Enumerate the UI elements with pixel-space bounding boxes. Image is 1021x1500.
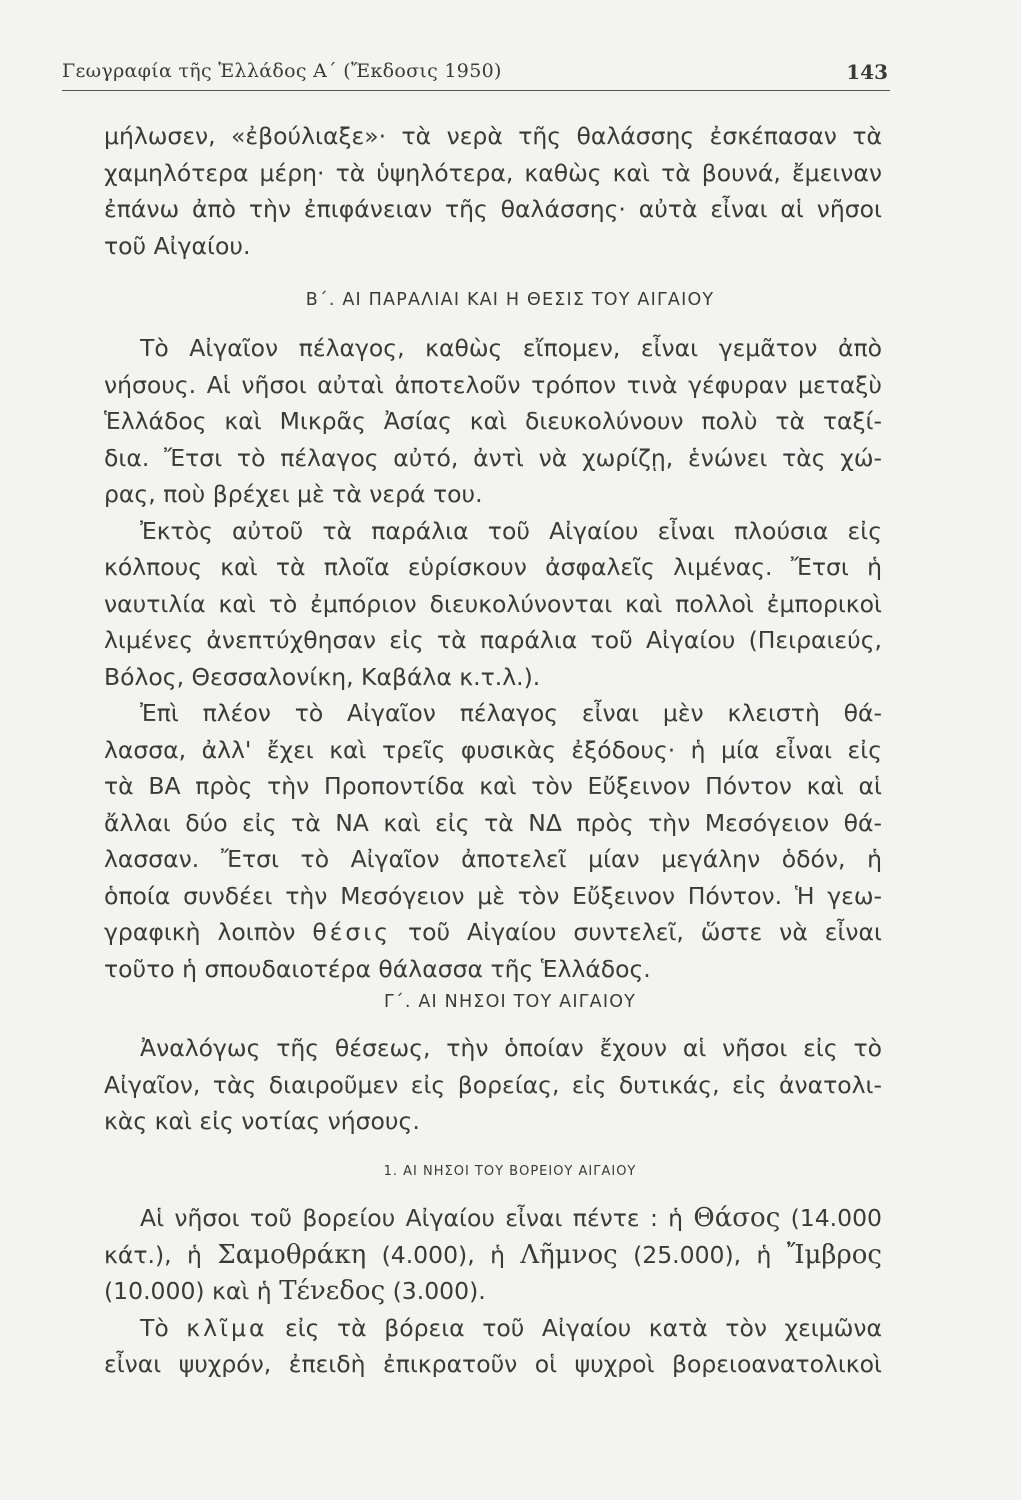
island-samothraki: Σαμοθράκη (217, 1239, 367, 1270)
text-line: λασσαν. Ἔτσι τὸ Αἰγαῖον ἀποτελεῖ μίαν μεγάλην ὁδόν, ἡ (104, 845, 882, 873)
text-line: λασσα, ἀλλ' ἔχει καὶ τρεῖς φυσικὰς ἐξόδους· ἡ μία εἶναι εἰς (104, 735, 882, 764)
text-line: (10.000) καὶ ἡ Τένεδος (3.000). (104, 1276, 486, 1306)
subsection-1-heading: 1. ΑΙ ΝΗΣΟΙ ΤΟΥ ΒΟΡΕΙΟΥ ΑΙΓΑΙΟΥ (383, 1164, 637, 1179)
text-line: Τὸ κλῖμα εἰς τὰ βόρεια τοῦ Αἰγαίου κατὰ τὸν χειμῶνα (140, 1313, 882, 1342)
text-line: δια. Ἔτσι τὸ πέλαγος αὐτό, ἀντὶ νὰ χωρίζῃ, ἑνώνει τὰς χώ- (104, 443, 882, 472)
intro-paragraph (104, 118, 882, 264)
page-number: 143 (846, 60, 888, 84)
section-b-body (104, 330, 882, 987)
text-line: κόλπους καὶ τὰ πλοῖα εὑρίσκουν ἀσφαλεῖς λιμένας. Ἔτσι ἡ (104, 553, 882, 581)
text-line: ὁποία συνδέει τὴν Μεσόγειον μὲ τὸν Εὔξεινον Πόντον. Ἡ γεω- (104, 881, 882, 910)
text-line: ἄλλαι δύο εἰς τὰ ΝΑ καὶ εἰς τὰ ΝΔ πρὸς τὴν Μεσόγειον θά- (104, 808, 882, 837)
text-line: νήσους. Αἱ νῆσοι αὐταὶ ἀποτελοῦν τρόπον τινὰ γέφυραν μεταξὺ (104, 370, 882, 399)
text-line: Ἐκτὸς αὐτοῦ τὰ παράλια τοῦ Αἰγαίου εἶναι πλούσια εἰς (140, 516, 882, 545)
text-line: κάτ.), ἡ Σαμοθράκη (4.000), ἡ Λῆμνος (25.000), ἡ Ἴμβρος (104, 1239, 882, 1270)
section-b-heading: Β΄. ΑΙ ΠΑΡΑΛΙΑΙ ΚΑΙ Η ΘΕΣΙΣ ΤΟΥ ΑΙΓΑΙΟΥ (305, 290, 715, 310)
text-line: Αἱ νῆσοι τοῦ βορείου Αἰγαίου εἶναι πέντε : ἡ Θάσος (14.000 (140, 1203, 882, 1233)
text-line: χαμηλότερα μέρη· τὰ ὑψηλότερα, καθὼς καὶ τὰ βουνά, ἔμειναν (104, 158, 882, 187)
text-line: Βόλος, Θεσσαλονίκη, Καβάλα κ.τ.λ.). (104, 662, 541, 691)
text-line: Ἀναλόγως τῆς θέσεως, τὴν ὁποίαν ἔχουν αἱ νῆσοι εἰς τὸ (140, 1034, 882, 1062)
text-line: ναυτιλία καὶ τὸ ἐμπόριον διευκολύνονται καὶ πολλοὶ ἐμπορικοὶ (104, 589, 882, 618)
text-line: Τὸ Αἰγαῖον πέλαγος, καθὼς εἴπομεν, εἶναι γεμᾶτον ἀπὸ (140, 334, 882, 362)
section-c-heading: Γ΄. ΑΙ ΝΗΣΟΙ ΤΟΥ ΑΙΓΑΙΟΥ (383, 992, 637, 1012)
text-line: μήλωσεν, «ἐβούλιαξε»· τὰ νερὰ τῆς θαλάσσης ἐσκέπασαν τὰ (104, 122, 882, 150)
text-line: τοῦ Αἰγαίου. (104, 231, 251, 260)
subsection-1-body (104, 1200, 882, 1383)
text-line: τοῦτο ἡ σπουδαιοτέρα θάλασσα τῆς Ἑλλάδος. (104, 954, 651, 983)
island-thasos: Θάσος (693, 1203, 781, 1233)
header-rule (62, 90, 890, 91)
section-c-body (104, 1030, 882, 1140)
running-title: Γεωγραφία τῆς Ἑλλάδος Α΄ (Ἔκδοσις 1950) (62, 60, 502, 82)
text-line: Ἐπὶ πλέον τὸ Αἰγαῖον πέλαγος εἶναι μὲν κλειστὴ θά- (140, 699, 882, 727)
island-imvros: Ἴμβρος (786, 1239, 882, 1270)
text-line: ρας, ποὺ βρέχει μὲ τὰ νερά του. (104, 480, 483, 508)
text-line: λιμένες ἀνεπτύχθησαν εἰς τὰ παράλια τοῦ Αἰγαίου (Πειραιεύς, (104, 626, 882, 654)
emphasized-term: θέσις (312, 918, 392, 946)
text-line: ἐπάνω ἀπὸ τὴν ἐπιφάνειαν τῆς θαλάσσης· αὐτὰ εἶναι αἱ νῆσοι (104, 195, 882, 223)
text-line: γραφικὴ λοιπὸν θέσις τοῦ Αἰγαίου συντελεῖ, ὥστε νὰ εἶναι (104, 918, 882, 946)
text-line: τὰ ΒΑ πρὸς τὴν Προποντίδα καὶ τὸν Εὔξεινον Πόντον καὶ αἱ (104, 772, 882, 800)
text-line: Αἰγαῖον, τὰς διαιροῦμεν εἰς βορείας, εἰς δυτικάς, εἰς ἀνατολι- (104, 1070, 882, 1099)
emphasized-term: κλῖμα (186, 1313, 268, 1342)
text-line: Ἑλλάδος καὶ Μικρᾶς Ἀσίας καὶ διευκολύνουν πολὺ τὰ ταξί- (104, 407, 882, 435)
island-tenedos: Τένεδος (279, 1276, 386, 1306)
text-line: κὰς καὶ εἰς νοτίας νήσους. (104, 1107, 420, 1135)
text-line: εἶναι ψυχρόν, ἐπειδὴ ἐπικρατοῦν οἱ ψυχροὶ βορειοανατολικοὶ (104, 1350, 882, 1378)
island-limnos: Λῆμνος (520, 1239, 618, 1270)
